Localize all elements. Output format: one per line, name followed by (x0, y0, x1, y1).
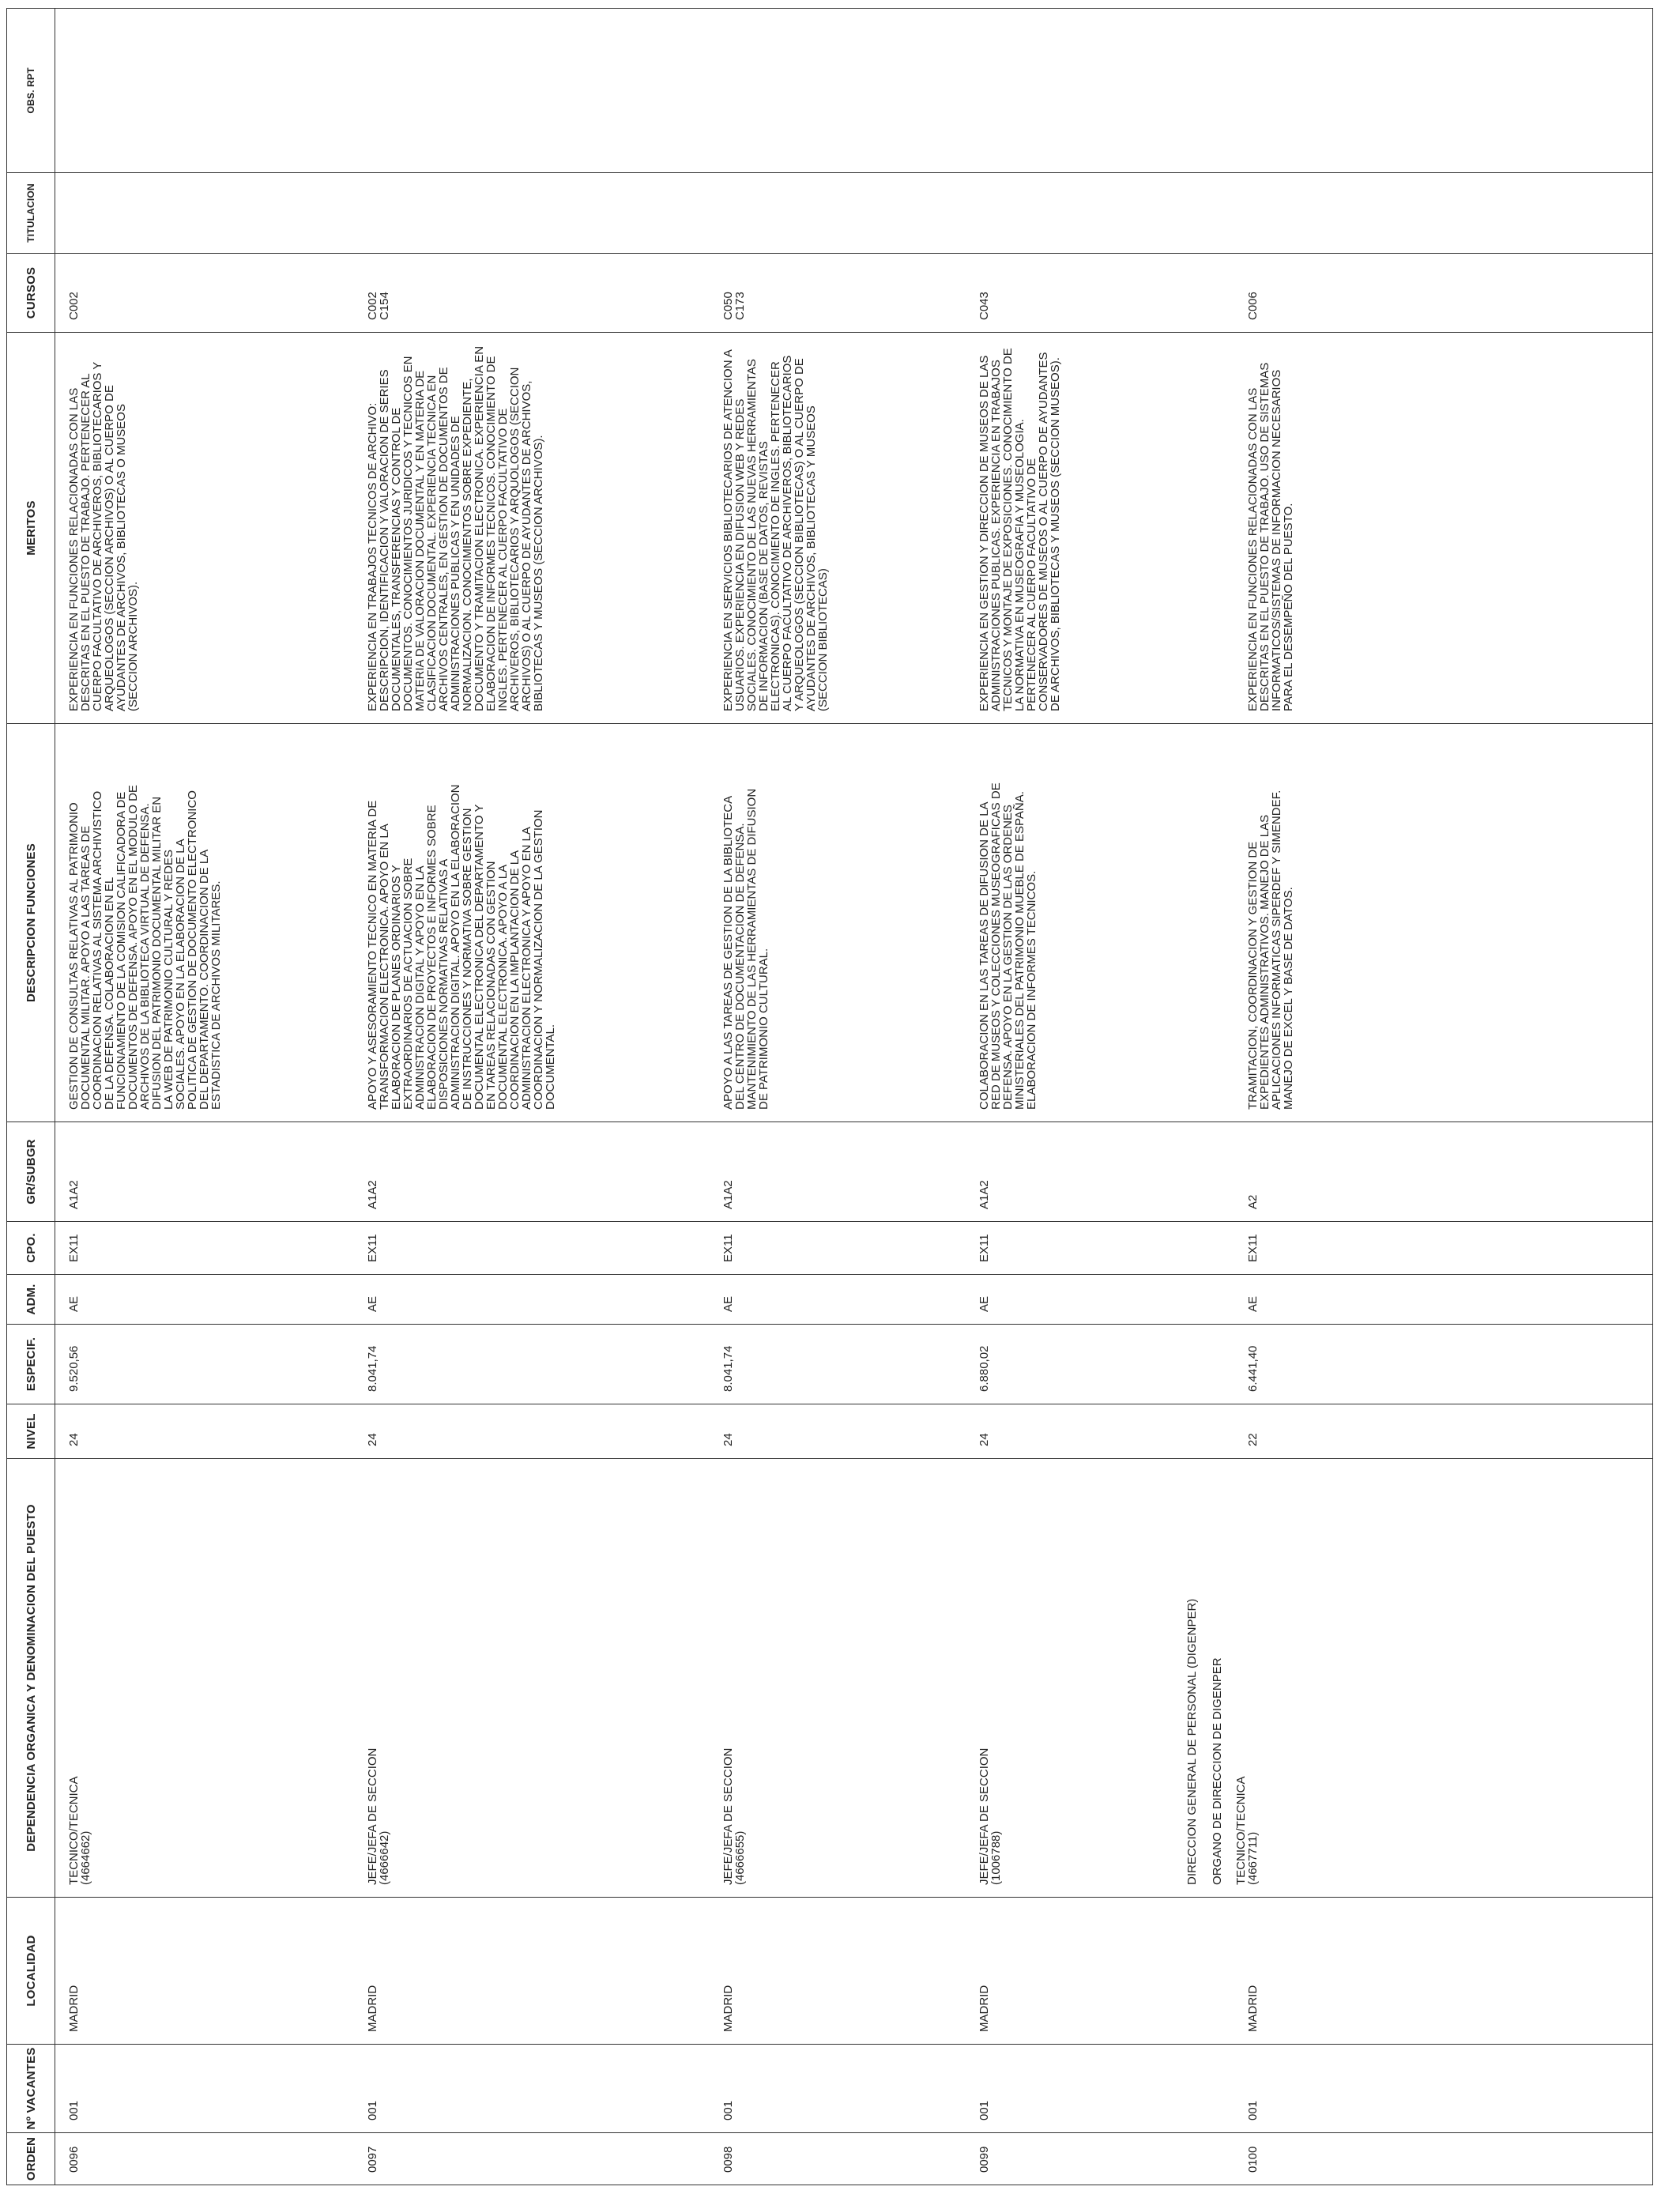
cell-cursos (966, 254, 1223, 333)
cell-adm (1223, 1275, 1653, 1325)
cell-orden (966, 2133, 1223, 2185)
funciones-text: COLABORACION EN LAS TAREAS DE DIFUSION DE LA RED DE MUSEOS Y COLECCIONES MUSEOGRAFICAS DE DEFENSA. APOYO EN LA GESTION DE LAS ORDENES MINISTERIALES DEL PATRIMONIO MUEBLE DE ESPAÑA. ELABORACION DE INFORMES TECNICOS. (977, 782, 1038, 1110)
header-obs: OBS. RPT (7, 9, 55, 173)
nivel-value: 22 (1245, 1433, 1260, 1446)
titulacion-value (1223, 173, 1247, 253)
cell-vacantes (354, 2045, 710, 2133)
cell-dependencia (710, 1459, 966, 1898)
adm-value: AE (365, 1295, 379, 1312)
cell-funciones (354, 724, 710, 1122)
orden-value: 0098 (721, 2146, 735, 2173)
funciones-text: APOYO Y ASESORAMIENTO TECNICO EN MATERIA DE TRANSFORMACION ELECTRONICA. APOYO EN LA ELABORACION DE PLANES ORDINARIOS Y EXTRAORDINARIOS DE ACTUACION SOBRE ADMINISTRACION DIGITAL Y APOYO EN LA ELABORACION DE PROYECTOS E INFORMES SOBRE DISPOSICIONES NORMATIVAS RELATIVAS A ADMINISTRACION DIGITAL. APOYO EN LA ELABORACION DE INSTRUCCIONES Y NORMATIVA SOBRE GESTION DOCUMENTAL ELECTRONICA DEL DEPARTAMENTO Y EN TAREAS RELACIONADAS CON GESTION DOCUMENTAL ELECTRONICA. APOYO A LA COORDINACION EN LA IMPLANTACION DE LA ADMINISTRACION ELECTRONICA Y APOYO EN LA COORDINACION Y NORMALIZACION DE LA GESTION DOCUMENTAL. (365, 784, 557, 1110)
cell-localidad (55, 1898, 354, 2045)
header-cursos: CURSOS (7, 254, 55, 333)
localidad-value: MADRID (67, 1985, 81, 2032)
especif-value: 8.041,74 (365, 1345, 379, 1392)
cell-adm (710, 1275, 966, 1325)
puesto-value: TECNICO/TECNICA (4667711) (1234, 1776, 1260, 1885)
cell-dependencia (55, 1459, 354, 1898)
cell-cursos (55, 254, 354, 333)
cell-especif (55, 1325, 354, 1404)
cpo-value: EX11 (977, 1234, 991, 1262)
puesto-value: TECNICO/TECNICA (4664662) (67, 1776, 92, 1885)
cell-orden (354, 2133, 710, 2185)
cell-funciones (966, 724, 1223, 1122)
grsubgr-value: A1A2 (67, 1180, 81, 1209)
puesto-value: JEFE/JEFA DE SECCION (4666655) (721, 1747, 747, 1885)
header-funciones: DESCRIPCION FUNCIONES (7, 724, 55, 1122)
header-adm: ADM. (7, 1275, 55, 1325)
cell-especif (966, 1325, 1223, 1404)
obs-value (354, 9, 367, 172)
cell-vacantes (1223, 2045, 1653, 2133)
vacantes-value: 001 (721, 2100, 735, 2120)
cell-obs (55, 9, 354, 173)
cell-cpo (55, 1222, 354, 1275)
cell-funciones (710, 724, 966, 1122)
cell-funciones (1223, 724, 1653, 1122)
cell-especif (710, 1325, 966, 1404)
localidad-value: MADRID (1245, 1985, 1260, 2032)
adm-value: AE (721, 1295, 735, 1312)
grsubgr-value: A2 (1245, 1194, 1260, 1209)
rpt-table (6, 8, 1653, 2185)
especif-value: 9.520,56 (67, 1345, 81, 1392)
cell-titulacion (710, 173, 966, 254)
cell-cpo (966, 1222, 1223, 1275)
especif-value: 6.880,02 (977, 1345, 991, 1392)
cursos-value: C006 (1245, 292, 1260, 320)
cursos-value: C002 C154 (365, 292, 391, 320)
cell-cursos (354, 254, 710, 333)
cell-vacantes (55, 2045, 354, 2133)
cell-titulacion (55, 173, 354, 254)
vacantes-value: 001 (1245, 2100, 1260, 2120)
header-meritos: MERITOS (7, 333, 55, 724)
cell-meritos (55, 333, 354, 724)
cell-nivel (966, 1404, 1223, 1459)
grsubgr-value: A1A2 (977, 1180, 991, 1209)
orden-value: 0100 (1245, 2146, 1260, 2173)
cell-obs (710, 9, 966, 173)
especif-value: 6.441,40 (1245, 1345, 1260, 1392)
meritos-text: EXPERIENCIA EN FUNCIONES RELACIONADAS CON LAS DESCRITAS EN EL PUESTO DE TRABAJO. PERTENECER AL CUERPO FACULTATIVO DE ARCHIVEROS, BIBLIOTECARIOS Y ARQUEOLOGOS (SECCION ARCHIVOS) O AL CUERPO DE AYUDANTES DE ARCHIVOS, BIBLIOTECAS O MUSEOS (SECCION ARCHIVOS). (67, 361, 140, 711)
cell-nivel (1223, 1404, 1653, 1459)
adm-value: AE (1245, 1295, 1260, 1312)
cell-especif (354, 1325, 710, 1404)
vacantes-value: 001 (977, 2100, 991, 2120)
funciones-text: TRAMITACION, COORDINACION Y GESTION DE EXPEDIENTES ADMINISTRATIVOS. MANEJO DE LAS APLICACIONES INFORMATICAS SIPERDEF Y SIMENDEF. MANEJO DE EXCEL Y BASE DE DATOS. (1245, 790, 1295, 1110)
table-row (966, 9, 1223, 2185)
meritos-text: EXPERIENCIA EN TRABAJOS TECNICOS DE ARCHIVO: DESCRIPCION, IDENTIFICACION Y VALORACION DE SERIES DOCUMENTALES, TRANSFERENCIAS Y CONTROL DE DOCUMENTOS. CONOCIMIENTOS JURIDICOS Y TECNICOS EN MATERIA DE VALORACION DOCUMENTAL Y EN MATERIA DE CLASIFICACION DOCUMENTAL. EXPERIENCIA TECNICA EN ARCHIVOS CENTRALES, EN GESTION DE DOCUMENTOS DE ADMINISTRACIONES PUBLICAS Y EN UNIDADES DE NORMALIZACION. CONOCIMIENTOS SOBRE EXPEDIENTE, DOCUMENTO Y TRAMITACION ELECTRONICA. EXPERIENCIA EN ELABORACION DE INFORMES TECNICOS. CONOCIMIENTO DE INGLES. PERTENECER AL CUERPO FACULTATIVO DE ARCHIVEROS, BIBLIOTECARIOS Y ARQUOLOGOS (SECCION ARCHIVOS) O AL CUERPO DE AYUDANTES DE ARCHIVOS, BIBLIOTECAS Y MUSEOS (SECCION ARCHIVOS). (365, 345, 545, 711)
header-cpo: CPO. (7, 1222, 55, 1275)
cell-titulacion (966, 173, 1223, 254)
cell-nivel (710, 1404, 966, 1459)
cell-orden (1223, 2133, 1653, 2185)
dependencia-direccion: DIRECCION GENERAL DE PERSONAL (DIGENPER) (1185, 1598, 1199, 1885)
cell-orden (55, 2133, 354, 2185)
cell-cursos (710, 254, 966, 333)
titulacion-value (710, 173, 722, 253)
cell-meritos (710, 333, 966, 724)
cursos-value: C050 C173 (721, 292, 747, 320)
especif-value: 8.041,74 (721, 1345, 735, 1392)
cell-obs (354, 9, 710, 173)
cell-meritos (354, 333, 710, 724)
grsubgr-value: A1A2 (365, 1180, 379, 1209)
puesto-value: JEFE/JEFA DE SECCION (1006788) (977, 1747, 1003, 1885)
cpo-value: EX11 (721, 1234, 735, 1262)
table-row (710, 9, 966, 2185)
cell-localidad (966, 1898, 1223, 2045)
nivel-value: 24 (365, 1433, 379, 1446)
localidad-value: MADRID (977, 1985, 991, 2032)
header-titulacion: TITULACION (7, 173, 55, 254)
cell-adm (55, 1275, 354, 1325)
dependencia-block (1185, 1459, 1260, 1897)
vacantes-value: 001 (67, 2100, 81, 2120)
cell-grsubgr (354, 1122, 710, 1222)
grsubgr-value: A1A2 (721, 1180, 735, 1209)
obs-value (55, 9, 68, 172)
table-row (55, 9, 354, 2185)
cell-obs (966, 9, 1223, 173)
cell-grsubgr (1223, 1122, 1653, 1222)
table-row (1223, 9, 1653, 2185)
meritos-text: EXPERIENCIA EN GESTION Y DIRECCION DE MUSEOS DE LAS ADMINISTRACIONES PUBLICAS. EXPERIENCIA EN TRABAJOS TECNICOS Y MONTAJE DE EXPOSICIONES. CONOCIMIENTO DE LA NORMATIVA EN MUSEOGRAFIA Y MUSEOLOGIA. PERTENECER AL CUERPO FACULTATIVO DE CONSERVADORES DE MUSEOS O AL CUERPO DE AYUDANTES DE ARCHIVOS, BIBLIOTECAS Y MUSEOS (SECCION MUSEOS). (977, 348, 1062, 711)
cell-cursos (1223, 254, 1653, 333)
cell-vacantes (966, 2045, 1223, 2133)
header-localidad: LOCALIDAD (7, 1898, 55, 2045)
header-dependencia: DEPENDENCIA ORGANICA Y DENOMINACION DEL PUESTO (7, 1459, 55, 1898)
cell-vacantes (710, 2045, 966, 2133)
header-row (7, 9, 55, 2185)
cell-dependencia (966, 1459, 1223, 1898)
adm-value: AE (67, 1295, 81, 1312)
cell-titulacion (354, 173, 710, 254)
cell-dependencia (1185, 1459, 1653, 1898)
cell-grsubgr (710, 1122, 966, 1222)
cell-adm (966, 1275, 1223, 1325)
cell-adm (354, 1275, 710, 1325)
titulacion-value (966, 173, 978, 253)
cell-nivel (354, 1404, 710, 1459)
puesto-value: JEFE/JEFA DE SECCION (4666642) (365, 1747, 391, 1885)
cell-meritos (966, 333, 1223, 724)
localidad-value: MADRID (365, 1985, 379, 2032)
cell-orden (710, 2133, 966, 2185)
localidad-value: MADRID (721, 1985, 735, 2032)
obs-value (710, 9, 722, 172)
obs-value (966, 9, 978, 172)
cpo-value: EX11 (1245, 1234, 1260, 1262)
adm-value: AE (977, 1295, 991, 1312)
cell-meritos (1223, 333, 1653, 724)
cursos-value: C043 (977, 292, 991, 320)
orden-value: 0099 (977, 2146, 991, 2173)
cpo-value: EX11 (67, 1234, 81, 1262)
cell-dependencia (354, 1459, 710, 1898)
titulacion-value (55, 173, 68, 253)
orden-value: 0097 (365, 2146, 379, 2173)
header-vacantes: Nº VACANTES (7, 2045, 55, 2133)
cell-cpo (710, 1222, 966, 1275)
nivel-value: 24 (721, 1433, 735, 1446)
cell-titulacion (1223, 173, 1653, 254)
table-row (354, 9, 710, 2185)
funciones-text: APOYO A LAS TAREAS DE GESTION DE LA BIBLIOTECA DEL CENTRO DE DOCUMENTACION DE DEFENSA. MANTENIMIENTO DE LAS HERRAMIENTAS DE DIFUSION DE PATRIMONIO CULTURAL. (721, 788, 770, 1110)
cell-obs (1223, 9, 1653, 173)
dependencia-organo: ORGANO DE DIRECCION DE DIGENPER (1210, 1657, 1224, 1885)
nivel-value: 24 (67, 1433, 81, 1446)
cell-localidad (354, 1898, 710, 2045)
cell-cpo (354, 1222, 710, 1275)
nivel-value: 24 (977, 1433, 991, 1446)
orden-value: 0096 (67, 2146, 81, 2173)
obs-value (1223, 9, 1247, 172)
header-nivel: NIVEL (7, 1404, 55, 1459)
cursos-value: C002 (67, 292, 81, 320)
header-orden: ORDEN (7, 2133, 55, 2185)
funciones-text: GESTION DE CONSULTAS RELATIVAS AL PATRIMONIO DOCUMENTAL MILITAR. APOYO A LAS TAREAS DE COORDINACION RELATIVAS AL SISTEMA ARCHIVISTICO DE LA DEFENSA. COLABORACION EN EL FUNCIONAMIENTO DE LA COMISION CALIFICADORA DE DOCUMENTOS DE DEFENSA. APOYO EN EL MODULO DE ARCHIVOS DE LA BIBLIOTECA VIRTUAL DE DEFENSA. DIFUSION DEL PATRIMONIO DOCUMENTAL MILITAR EN LA WEB DE PATRIMONIO CULTURAL Y REDES SOCIALES. APOYO EN LA ELABORACION DE LA POLITICA DE GESTION DE DOCUMENTO ELECTRONICO DEL DEPARTAMENTO. COORDINACION DE LA ESTADISTICA DE ARCHIVOS MILITARES. (67, 785, 223, 1110)
cell-cpo (1223, 1222, 1653, 1275)
cell-localidad (710, 1898, 966, 2045)
cpo-value: EX11 (365, 1234, 379, 1262)
header-especif: ESPECIF. (7, 1325, 55, 1404)
header-grsubgr: GR/SUBGR (7, 1122, 55, 1222)
meritos-text: EXPERIENCIA EN FUNCIONES RELACIONADAS CON LAS DESCRITAS EN EL PUESTO DE TRABAJO. USO DE SISTEMAS INFORMATICOS/SISTEMAS DE INFORMACION NECESARIOS PARA EL DESEMPEÑO DEL PUESTO. (1245, 362, 1295, 711)
cell-grsubgr (966, 1122, 1223, 1222)
meritos-text: EXPERIENCIA EN SERVICIOS BIBLIOTECARIOS DE ATENCION A USUARIOS. EXPERIENCIA EN DIFUSION WEB Y REDES SOCIALES. CONOCIMIENTO DE LAS NUEVAS HERRAMIENTAS DE INFORMACION (BASE DE DATOS, REVISTAS ELECTRONICAS). CONOCIMIENTO DE INGLES. PERTENECER AL CUERPO FACULTATIVO DE ARCHIVEROS, BIBLIOTECARIOS Y ARQUEOLOGOS (SECCION BIBLIOTECAS) O AL CUERPO DE AYUDANTES DE ARCHIVOS, BIBLIOTECAS Y MUSEOS (SECCION BIBLIOTECAS) (721, 349, 830, 711)
cell-localidad (1223, 1898, 1653, 2045)
vacantes-value: 001 (365, 2100, 379, 2120)
cell-grsubgr (55, 1122, 354, 1222)
cell-funciones (55, 724, 354, 1122)
cell-nivel (55, 1404, 354, 1459)
cell-especif (1223, 1325, 1653, 1404)
titulacion-value (354, 173, 367, 253)
